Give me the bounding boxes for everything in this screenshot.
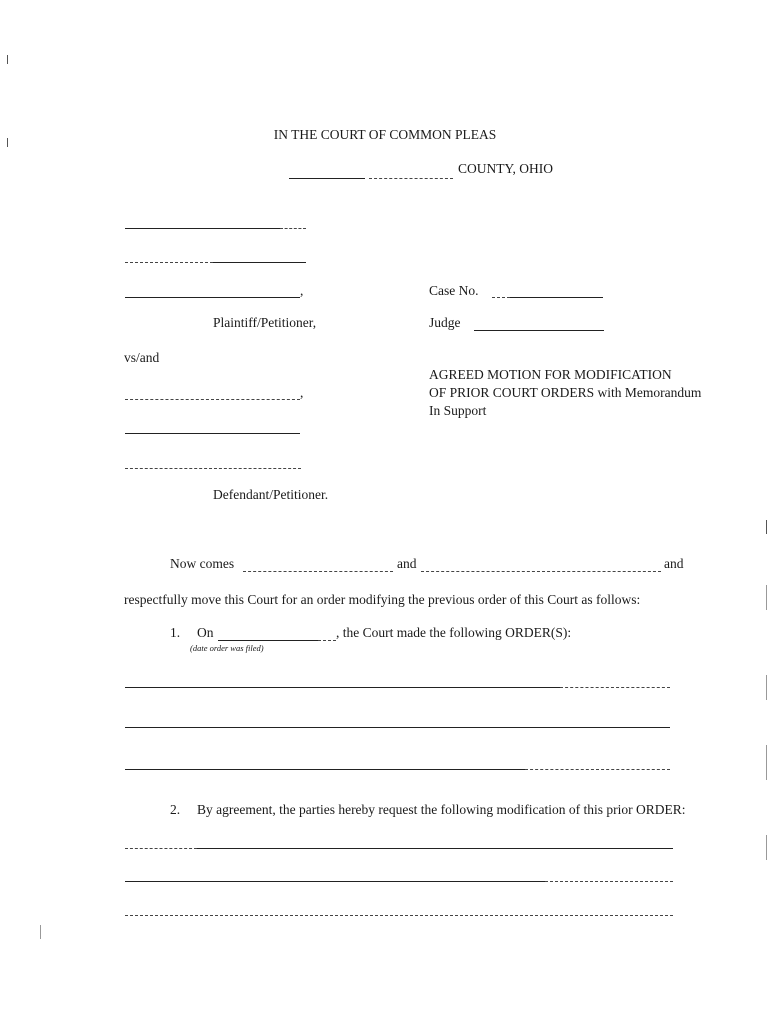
respectfully-move-text: respectfully move this Court for an order modifying the previous order of this Court as follows: <box>124 592 641 607</box>
second-party-line[interactable] <box>421 571 661 572</box>
modification-line-1-ext[interactable] <box>125 848 197 849</box>
defendant-comma: , <box>300 385 304 400</box>
county-name-line[interactable] <box>289 178 365 179</box>
vs-and-label: vs/and <box>124 350 160 365</box>
item-2-text: By agreement, the parties hereby request the following modification of this prior ORDER: <box>197 802 686 817</box>
judge-label: Judge <box>429 315 461 330</box>
order-date-line-ext[interactable] <box>318 640 336 641</box>
plaintiff-name-line-1[interactable] <box>125 228 280 229</box>
motion-title <box>429 366 701 420</box>
motion-title-line-3: In Support <box>429 403 487 418</box>
scan-mark <box>766 520 767 534</box>
defendant-name-line[interactable] <box>125 399 300 400</box>
case-number-line[interactable] <box>510 297 603 298</box>
modification-line-2[interactable] <box>125 881 545 882</box>
order-text-line-2[interactable] <box>125 727 670 728</box>
document-header <box>0 127 770 143</box>
item-1-text: , the Court made the following ORDER(S): <box>336 625 572 640</box>
now-comes-label: Now comes <box>170 556 235 571</box>
defendant-city-line[interactable] <box>125 468 301 469</box>
plaintiff-label: Plaintiff/Petitioner, <box>213 315 317 330</box>
order-text-line-1-ext[interactable] <box>560 687 670 688</box>
case-number-line-ext[interactable] <box>492 297 510 298</box>
date-order-hint: (date order was filed) <box>190 643 264 653</box>
plaintiff-comma: , <box>300 283 304 298</box>
modification-line-2-ext[interactable] <box>545 881 673 882</box>
item-1-number: 1. <box>170 625 181 640</box>
scan-mark <box>40 925 41 939</box>
scan-mark <box>7 55 8 64</box>
modification-line-3[interactable] <box>125 915 673 916</box>
and-label-end: and <box>664 556 684 571</box>
plaintiff-address-line[interactable] <box>213 262 306 263</box>
motion-title-line-1: AGREED MOTION FOR MODIFICATION <box>429 367 672 382</box>
item-2-number: 2. <box>170 802 181 817</box>
scan-mark <box>7 138 8 147</box>
scan-mark <box>766 835 767 860</box>
order-text-line-1[interactable] <box>125 687 560 688</box>
defendant-address-line[interactable] <box>125 433 300 434</box>
scan-mark <box>766 675 767 700</box>
plaintiff-city-line[interactable] <box>125 297 300 298</box>
modification-line-1[interactable] <box>197 848 673 849</box>
plaintiff-address-line-ext[interactable] <box>125 262 213 263</box>
judge-line[interactable] <box>474 330 604 331</box>
scan-mark <box>766 585 767 610</box>
county-label: COUNTY, OHIO <box>458 161 554 176</box>
defendant-label: Defendant/Petitioner. <box>213 487 329 502</box>
scan-mark <box>766 745 767 780</box>
order-date-line[interactable] <box>218 640 318 641</box>
motion-title-line-2: OF PRIOR COURT ORDERS with Memorandum <box>429 385 702 400</box>
case-number-label: Case No. <box>429 283 479 298</box>
first-party-line[interactable] <box>243 571 393 572</box>
order-text-line-3[interactable] <box>125 769 525 770</box>
plaintiff-name-line-1-ext[interactable] <box>280 228 306 229</box>
order-text-line-3-ext[interactable] <box>525 769 670 770</box>
county-name-line-extension[interactable] <box>369 178 453 179</box>
and-label-mid: and <box>397 556 417 571</box>
item-1-on-label: On <box>197 625 214 640</box>
court-title: IN THE COURT OF COMMON PLEAS <box>273 127 497 142</box>
